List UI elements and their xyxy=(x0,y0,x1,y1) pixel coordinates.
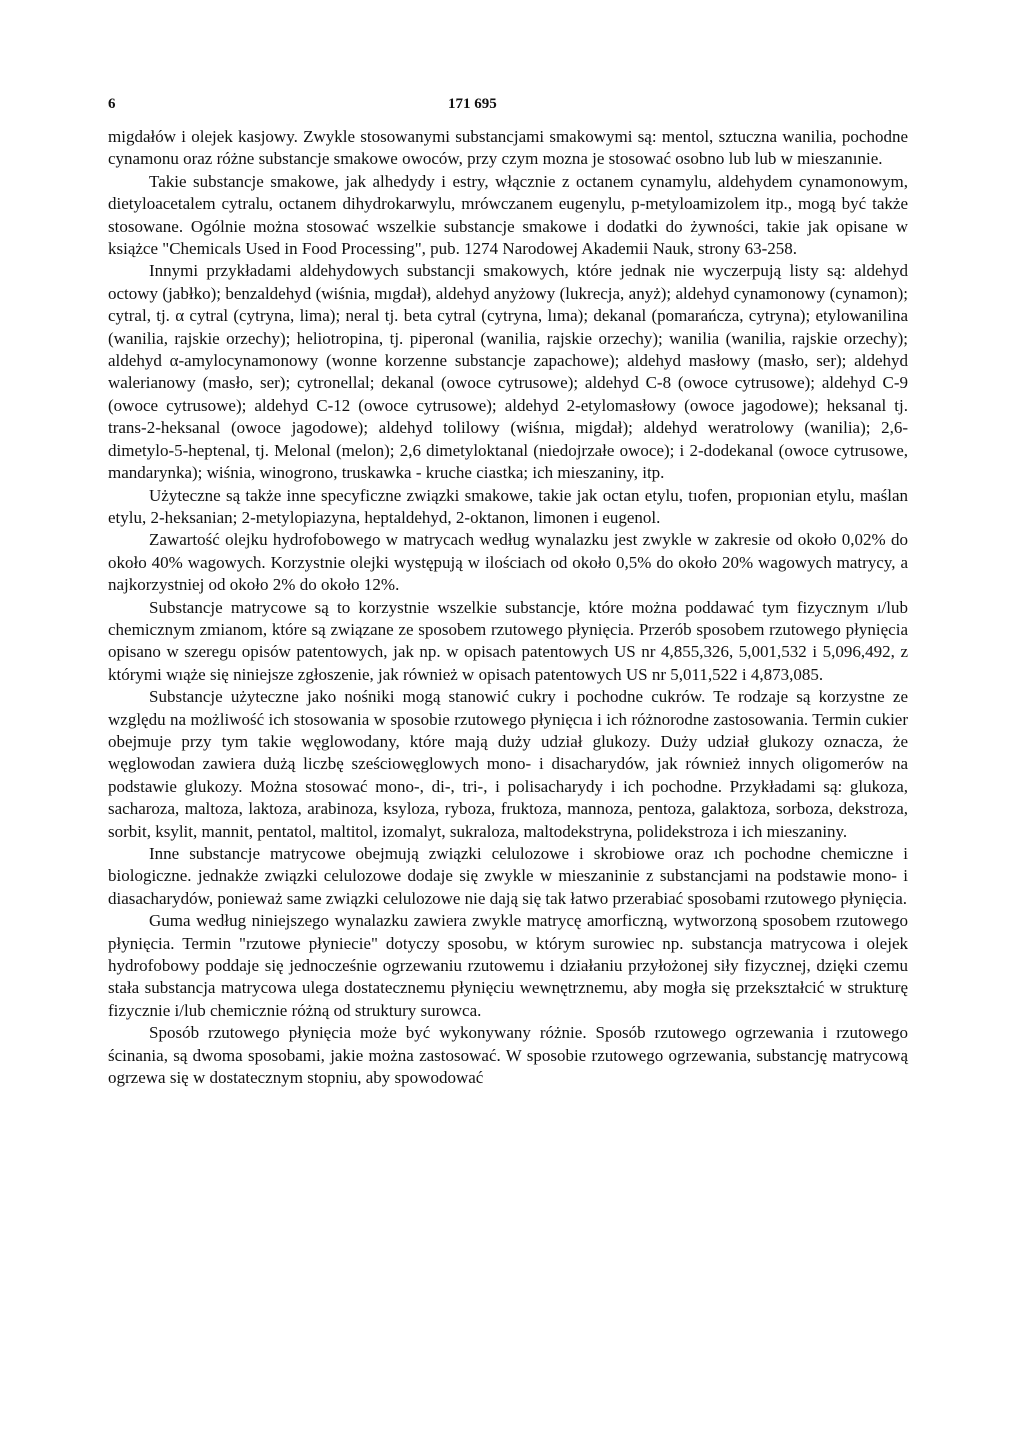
document-body xyxy=(108,126,908,1089)
document-page xyxy=(108,96,908,1089)
paragraph: Zawartość olejku hydrofobowego w matrycach według wynalazku jest zwykle w zakresie od około 0,02% do około 40% wagowych. Korzystnie olejki występują w ilościach od około 0,5% do około 20% wagowych matrycy, a najkorzystniej od około 2% do około 12%. xyxy=(108,530,908,595)
page-number: 6 xyxy=(108,96,116,112)
paragraph: Sposób rzutowego płynięcia może być wykonywany różnie. Sposób rzutowego ogrzewania i rzutowego ścinania, są dwoma sposobami, jakie można zastosować. W sposobie rzutowego ogrzewania, substancję matrycową ogrzewa się w dostatecznym stopniu, aby spowodować xyxy=(108,1023,908,1088)
paragraph: Substancje matrycowe są to korzystnie wszelkie substancje, które można poddawać tym fizycznym ı/lub chemicznym zmianom, które są związane ze sposobem rzutowego płynięcia. Przerób sposobem rzutowego płynięcia opisano w szeregu opisów patentowych, jak np. w opisach patentowych US nr 4,855,326, 5,001,532 i 5,096,492, z którymi wıąże się niniejsze zgłoszenie, jak również w opisach patentowych US nr 5,011,522 i 4,873,085. xyxy=(108,597,908,684)
paragraph: Użyteczne są także inne specyficzne związki smakowe, takie jak octan etylu, tıofen, propıonian etylu, maślan etylu, 2-heksanian; 2-metylopiazyna, heptaldehyd, 2-oktanon, limonen i eugenol. xyxy=(108,485,908,527)
paragraph: Inne substancje matrycowe obejmują związki celulozowe i skrobiowe oraz ıch pochodne chemiczne i biologiczne. jednakże związki celulozowe dodaje się zwykle w mieszaninie z substancjami na podstawie mono- i diasacharydów, ponieważ same związki celulozowe nie dają się tak łatwo przerabiać sposobami rzutowego płynięcia. xyxy=(108,844,908,908)
page-header xyxy=(108,96,908,126)
paragraph: Substancje użyteczne jako nośniki mogą stanowić cukry i pochodne cukrów. Te rodzaje są korzystne ze względu na możliwość ich stosowania w sposobie rzutowego płynięcıa i ich różnorodne zastosowania. Termin cukier obejmuje przy tym takie węglowodany, które mają duży udział glukozy. Duży udział glukozy oznacza, że węglowodan zawiera dużą liczbę sześciowęglowych mono- i disacharydów, jak również innych oligomerów na podstawie glukozy. Można stosować mono-, di-, tri-, i polisacharydy i ich pochodne. Przykładami są: glukoza, sacharoza, maltoza, laktoza, arabinoza, ksyloza, ryboza, fruktoza, mannoza, pentoza, galaktoza, sorboza, dekstroza, sorbit, ksylit, mannit, pentatol, maltitol, izomalyt, sukraloza, maltodekstryna, polidekstroza i ich mieszaniny. xyxy=(108,687,908,841)
paragraph-continued: migdałów i olejek kasjowy. Zwykle stosowanymi substancjami smakowymi są: mentol, sztuczna wanilia, pochodne cynamonu oraz różne substancje smakowe owoców, przy czym mozna je stosować osobno lub lub w mieszanınie. xyxy=(108,127,908,169)
paragraph: Innymi przykładami aldehydowych substancji smakowych, które jednak nie wyczerpują listy są: aldehyd octowy (jabłko); benzaldehyd (wiśnia, mıgdał), aldehyd anyżowy (lukrecja, anyż); aldehyd cynamonowy (cynamon); cytral, tj. α cytral (cytryna, lima); neral tj. beta cytral (cytryna, lıma); dekanal (pomarańcza, cytryna); etylowanilina (wanilia, rajskie orzechy); heliotropina, tj. piperonal (wanilia, rajskie orzechy); wanilia (wanilia, rajskie orzechy); aldehyd α-amylocynamonowy (wonne korzenne substancje zapachowe); aldehyd masłowy (masło, ser); aldehyd walerianowy (masło, ser); cytronellal; dekanal (owoce cytrusowe); aldehyd C-8 (owoce cytrusowe); aldehyd C-9 (owoce cytrusowe); aldehyd C-12 (owoce cytrusowe); aldehyd 2-etylomasłowy (owoce jagodowe); heksanal tj. trans-2-heksanal (owoce jagodowe); aldehyd tolilowy (wiśnıa, migdał); aldehyd weratrolowy (wanilia); 2,6-dimetylo-5-heptenal, tj. Melonal (melon); 2,6 dimetyloktanal (niedojrzałe owoce); i 2-dodekanal (owoce cytrusowe, mandarynka); wiśnia, winogrono, truskawka - kruche ciastka; ich mieszaniny, itp. xyxy=(108,261,908,483)
document-number: 171 695 xyxy=(448,96,497,112)
paragraph: Guma według niniejszego wynalazku zawiera zwykle matrycę amorficzną, wytworzoną sposobem rzutowego płynięcia. Termin "rzutowe płyniecie" dotyczy sposobu, w którym surowiec np. substancja matrycowa i olejek hydrofobowy poddaje się jednocześnie ogrzewaniu rzutowemu i działaniu przyłożonej siły fizycznej, dzięki czemu stała substancja matrycowa ulega dostatecznemu płynięciu wewnętrznemu, aby mogła się przekształcić w strukturę fizycznie i/lub chemicznie różną od struktury surowca. xyxy=(108,911,908,1020)
paragraph: Takie substancje smakowe, jak alhedydy i estry, włącznie z octanem cynamylu, aldehydem cynamonowym, dietyloacetalem cytralu, octanem dihydrokarwylu, mrówczanem eugenylu, p-metyloamizolem itp., mogą być także stosowane. Ogólnie można stosować wszelkie substancje smakowe i dodatki do żywności, takie jak opisane w książce "Chemicals Used in Food Processing", pub. 1274 Narodowej Akademii Nauk, strony 63-258. xyxy=(108,171,908,259)
